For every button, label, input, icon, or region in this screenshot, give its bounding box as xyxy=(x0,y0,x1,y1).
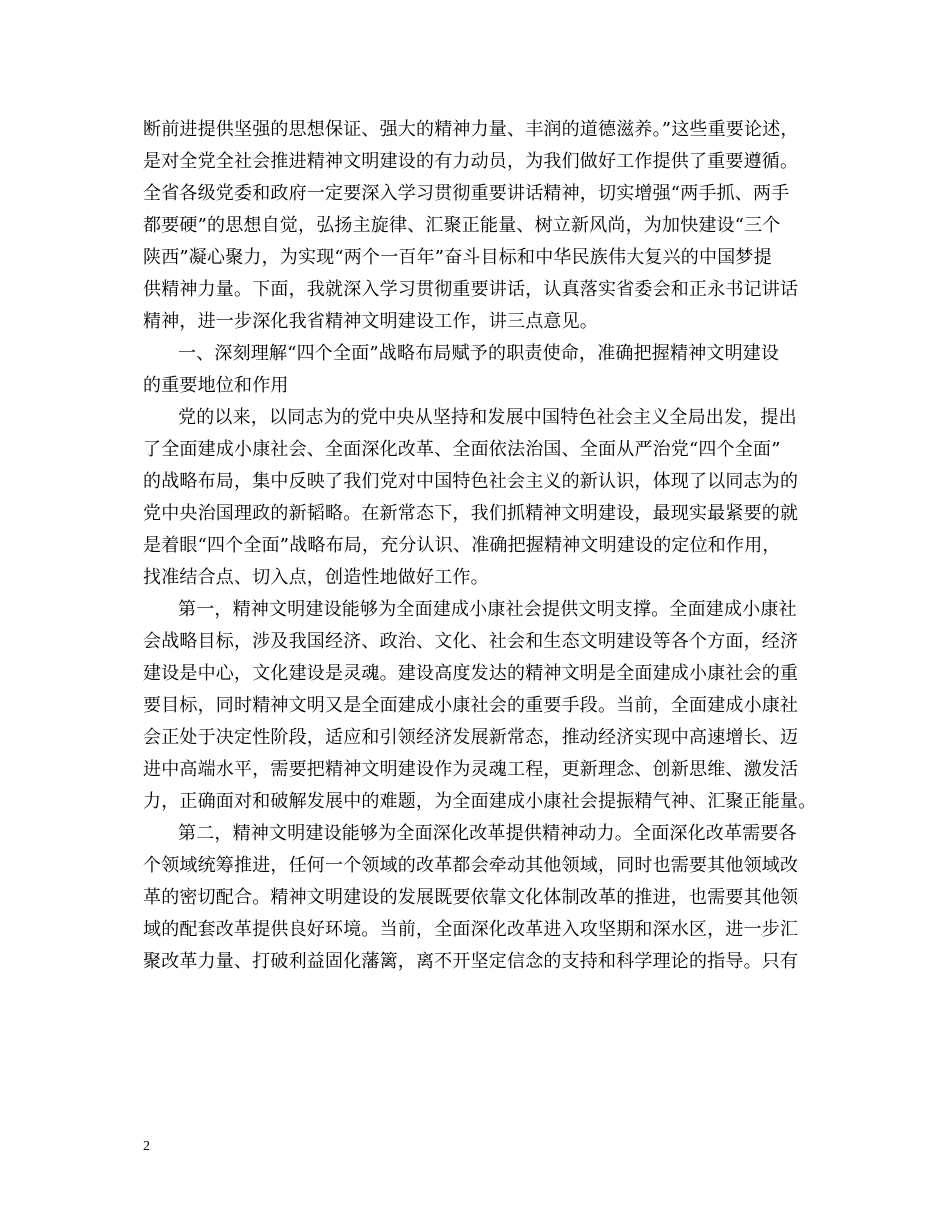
text-line: 精神，进一步深化我省精神文明建设工作，讲三点意见。 xyxy=(143,311,598,332)
text-line: 革的密切配合。精神文明建设的发展既要依靠文化体制改革的推进，也需要其他领 xyxy=(143,887,799,908)
text-line: 第二，精神文明建设能够为全面深化改革提供精神动力。全面深化改革需要各 xyxy=(178,823,797,844)
text-line: 找准结合点、切入点，创造性地做好工作。 xyxy=(143,567,489,588)
text-line: 要目标，同时精神文明又是全面建成小康社会的重要手段。当前，全面建成小康社 xyxy=(143,695,799,716)
text-line: 供精神力量。下面，我就深入学习贯彻重要讲话，认真落实省委会和正永书记讲话 xyxy=(143,279,799,300)
text-line: 建设是中心，文化建设是灵魂。建设高度发达的精神文明是全面建成小康社会的重 xyxy=(143,663,799,684)
text-line: 党的以来，以同志为的党中央从坚持和发展中国特色社会主义全局出发，提出 xyxy=(178,407,797,428)
text-line: 力，正确面对和破解发展中的难题，为全面建成小康社会提振精气神、汇聚正能量。 xyxy=(143,791,817,812)
text-line: 是着眼“四个全面”战略布局，充分认识、准确把握精神文明建设的定位和作用， xyxy=(143,535,781,556)
text-line: 域的配套改革提供良好环境。当前，全面深化改革进入攻坚期和深水区，进一步汇 xyxy=(143,919,799,940)
text-line: 断前进提供坚强的思想保证、强大的精神力量、丰润的道德滋养。”这些重要论述， xyxy=(143,119,799,140)
text-line: 陕西”凝心聚力，为实现“两个一百年”奋斗目标和中华民族伟大复兴的中国梦提 xyxy=(143,247,772,268)
text-line: 了全面建成小康社会、全面深化改革、全面依法治国、全面从严治党“四个全面” xyxy=(143,439,781,460)
text-line: 进中高端水平，需要把精神文明建设作为灵魂工程，更新理念、创新思维、激发活 xyxy=(143,759,799,780)
text-line: 是对全党全社会推进精神文明建设的有力动员，为我们做好工作提供了重要遵循。 xyxy=(143,151,799,172)
section-heading-line: 的重要地位和作用 xyxy=(143,375,289,396)
text-line: 的战略布局，集中反映了我们党对中国特色社会主义的新认识，体现了以同志为的 xyxy=(143,471,799,492)
text-line: 都要硬”的思想自觉，弘扬主旋律、汇聚正能量、树立新风尚，为加快建设“三个 xyxy=(143,215,781,236)
text-line: 全省各级党委和政府一定要深入学习贯彻重要讲话精神，切实增强“两手抓、两手 xyxy=(143,183,790,204)
page-number: 2 xyxy=(143,1139,150,1154)
section-heading-line: 一、深刻理解“四个全面”战略布局赋予的职责使命，准确把握精神文明建设 xyxy=(178,343,780,364)
text-line: 聚改革力量、打破利益固化藩篱，离不开坚定信念的支持和科学理论的指导。只有 xyxy=(143,951,799,972)
text-line: 会战略目标，涉及我国经济、政治、文化、社会和生态文明建设等各个方面，经济 xyxy=(143,631,799,652)
text-line: 会正处于决定性阶段，适应和引领经济发展新常态，推动经济实现中高速增长、迈 xyxy=(143,727,799,748)
text-line: 党中央治国理政的新韬略。在新常态下，我们抓精神文明建设，最现实最紧要的就 xyxy=(143,503,799,524)
text-line: 第一，精神文明建设能够为全面建成小康社会提供文明支撑。全面建成小康社 xyxy=(178,599,797,620)
text-line: 个领域统筹推进，任何一个领域的改革都会牵动其他领域，同时也需要其他领域改 xyxy=(143,855,799,876)
